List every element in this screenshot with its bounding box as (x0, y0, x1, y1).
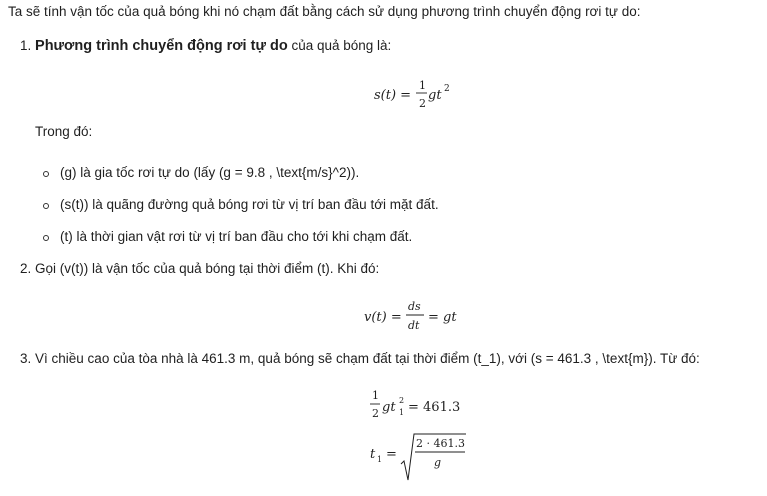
formula-3-rhs: = 461.3 (408, 400, 461, 415)
step-1-rest: của quả bóng là: (287, 38, 392, 53)
step-1 (20, 38, 391, 54)
formula-3-numerator: 1 (372, 389, 379, 402)
formula-1-rhs: gt (428, 88, 442, 103)
step-2-number: 2. (20, 261, 32, 276)
step-3-number: 3. (20, 351, 32, 366)
formula-2-denominator: dt (408, 319, 420, 332)
formula-2-rhs: = gt (428, 310, 457, 325)
formula-1-exponent: 2 (444, 84, 450, 94)
formula-position (370, 74, 460, 114)
formula-1-numerator: 1 (419, 79, 426, 92)
formula-1-lhs: s(t) = (374, 88, 412, 103)
bullet-item-distance: (s(t)) là quãng đường quả bóng rơi từ vị trí ban đầu tới mặt đất. (60, 197, 439, 212)
bullet-marker (43, 171, 49, 177)
formula-4-equals: = (386, 447, 397, 462)
step-1-heading: Phương trình chuyển động rơi tự do (35, 38, 288, 54)
bullet-marker (43, 203, 49, 209)
formula-height (368, 386, 468, 426)
formula-3-denominator: 2 (372, 407, 379, 420)
intro-text: Ta sẽ tính vận tốc của quả bóng khi nó chạm đất bằng cách sử dụng phương trình chuyển động rơi tự do: (8, 4, 641, 19)
formula-time (366, 430, 476, 486)
formula-4-denominator: g (434, 456, 442, 469)
formula-3-superscript: 2 (399, 396, 405, 405)
formula-3-gt: gt (382, 400, 396, 415)
formula-2-lhs: v(t) = (364, 310, 402, 325)
step-3-text: Vì chiều cao của tòa nhà là 461.3 m, quả bóng sẽ chạm đất tại thời điểm (t_1), với (s = 461.3 , \text{m}). Từ đó: (35, 351, 700, 366)
step-1-number: 1. (20, 38, 32, 53)
formula-4-numerator: 2 · 461.3 (416, 437, 465, 450)
bullet-marker (43, 235, 49, 241)
formula-4-subscript: 1 (377, 455, 383, 464)
step-3 (20, 351, 700, 366)
formula-4-lhs: t (370, 447, 376, 462)
formula-1-denominator: 2 (419, 97, 426, 110)
formula-2-numerator: ds (408, 300, 421, 313)
step-2-text: Gọi (v(t)) là vận tốc của quả bóng tại thời điểm (t). Khi đó: (35, 261, 380, 276)
where-label: Trong đó: (35, 124, 93, 139)
formula-velocity (362, 296, 472, 336)
step-2 (20, 261, 379, 276)
formula-3-subscript: 1 (399, 408, 405, 417)
bullet-item-gravity: (g) là gia tốc rơi tự do (lấy (g = 9.8 , \text{m/s}^2)). (60, 165, 360, 180)
bullet-item-time: (t) là thời gian vật rơi từ vị trí ban đầu cho tới khi chạm đất. (60, 229, 413, 244)
